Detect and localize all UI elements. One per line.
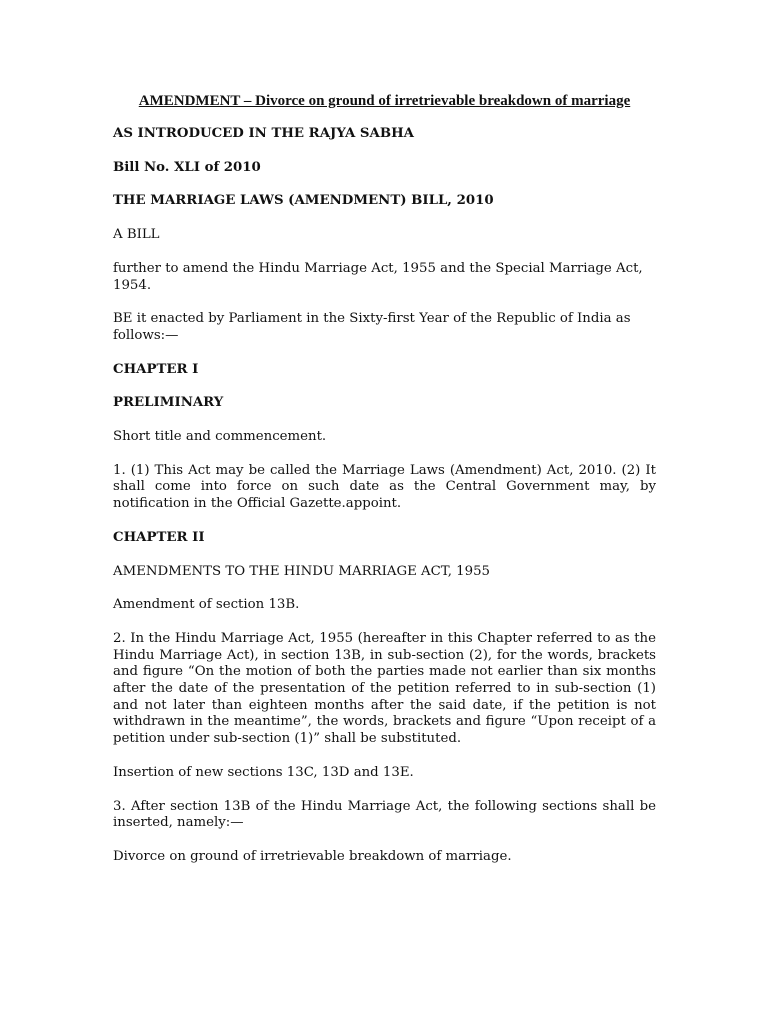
chapter-2-heading: CHAPTER II	[113, 529, 205, 545]
preliminary-heading: PRELIMINARY	[113, 395, 224, 411]
document-title: AMENDMENT – Divorce on ground of irretrievable breakdown of marriage	[138, 93, 631, 109]
insertion-heading: Insertion of new sections 13C, 13D and 13E.	[113, 764, 414, 780]
bill-name: THE MARRIAGE LAWS (AMENDMENT) BILL, 2010	[113, 193, 494, 209]
short-title-heading: Short title and commencement.	[113, 429, 327, 445]
introduced-heading: AS INTRODUCED IN THE RAJYA SABHA	[113, 126, 414, 141]
enactment-clause: BE it enacted by Parliament in the Sixty-first Year of the Republic of India as follows:—	[113, 311, 631, 343]
section-1-text: 1. (1) This Act may be called the Marriage Laws (Amendment) Act, 2010. (2) It shall come into force on such date as the Central Government may, by notification in the Official Gazette.appoint.	[113, 462, 656, 512]
bill-number: Bill No. XLI of 2010	[113, 159, 261, 175]
chapter-1-heading: CHAPTER I	[113, 361, 199, 377]
section-3-text: 3. After section 13B of the Hindu Marriage Act, the following sections shall be inserted, namely:—	[113, 798, 656, 831]
a-bill-label: A BILL	[113, 227, 160, 243]
divorce-heading: Divorce on ground of irretrievable breakdown of marriage.	[113, 848, 512, 864]
section-2-text: 2. In the Hindu Marriage Act, 1955 (hereafter in this Chapter referred to as the Hindu Marriage Act), in section 13B, in sub-section (2), for the words, brackets and figure “On the motion of both the parties made not earlier than six months after the date of the presentation of the petition referred to in sub-section (1) and not later than eighteen months after the said date, if the petition is not withdrawn in the meantime”, the words, brackets and figure “Upon receipt of a petition under sub-section (1)” shall be substituted.	[113, 630, 656, 747]
amendments-heading: AMENDMENTS TO THE HINDU MARRIAGE ACT, 1955	[113, 563, 490, 579]
amendment-13b-heading: Amendment of section 13B.	[113, 597, 300, 613]
document-page	[113, 92, 656, 883]
bill-purpose: further to amend the Hindu Marriage Act, 1955 and the Special Marriage Act, 1954.	[113, 260, 643, 293]
